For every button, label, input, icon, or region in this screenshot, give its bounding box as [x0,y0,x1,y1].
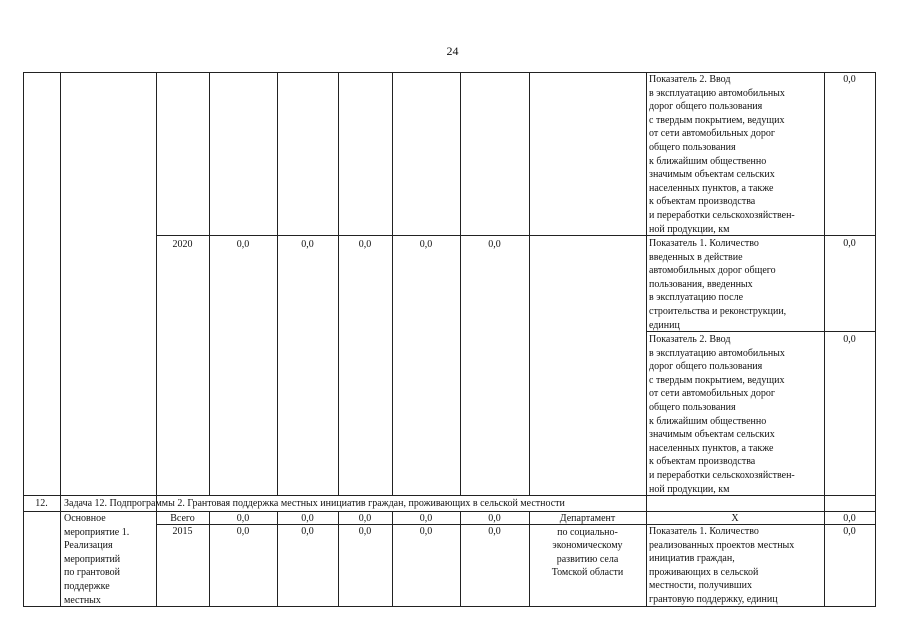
value-cell: 0,0 [236,239,250,250]
task-title: Задача 12. Подпрограммы 2. Грантовая поддержка местных инициатив граждан, проживающих в сельской местности [64,498,565,509]
value-cell: 0,0 [488,526,501,537]
value-cell: 0,0 [301,239,314,250]
value-cell: 0,0 [358,526,372,537]
indicator-value: 0,0 [843,526,856,537]
indicator-1-text: Показатель 1. Количество реализованных проектов местных инициатив граждан, проживающих в сельской местности, получивших грантовую поддержку, единиц [649,526,795,605]
indicator-2-value: 0,0 [843,74,856,85]
value-cell: 0,0 [488,513,501,524]
col-line [338,72,339,496]
col-line [23,72,24,607]
value-cell: 0,0 [301,513,314,524]
indicator-2-value: 0,0 [843,334,856,345]
indicator-2-text: Показатель 2. Ввод в эксплуатацию автомобильных дорог общего пользования с твердым покрытием, ведущих от сети автомобильных дорог общего пользования к ближайшим общественно значимым объектам сельских населенных пунктов, а также к объектам производства и переработки сельскохозяйствен- ной продукции, км [649,74,795,235]
measure-name: Основное мероприятие 1. Реализация мероприятий по грантовой поддержке местных [64,513,130,606]
indicator-1-value: 0,0 [843,238,856,249]
value-cell: 0,0 [236,513,250,524]
year-cell: 2015 [172,526,193,537]
value-cell: 0,0 [301,526,314,537]
col-line [460,72,461,496]
indicator-value: 0,0 [843,513,856,524]
task-number: 12. [35,498,48,509]
col-line [529,72,530,496]
col-line [875,72,876,607]
year-cell: 2020 [172,239,193,250]
indicator-2-text: Показатель 2. Ввод в эксплуатацию автомобильных дорог общего пользования с твердым покрытием, ведущих от сети автомобильных дорог общего пользования к ближайшим общественно значимым объектам сельских населенных пунктов, а также к объектам производства и переработки сельскохозяйствен- ной продукции, км [649,334,795,495]
value-cell: 0,0 [419,513,433,524]
value-cell: 0,0 [419,239,433,250]
value-cell: 0,0 [236,526,250,537]
executor: Департамент по социально- экономическому развитию села Томской области [551,513,624,579]
indicator-mark: Х [731,513,739,524]
indicator-1-text: Показатель 1. Количество введенных в действие автомобильных дорог общего пользования, введенных в эксплуатацию после строительства и реконструкции, единиц [649,238,787,331]
value-cell: 0,0 [358,513,372,524]
col-line [277,72,278,496]
col-line [392,72,393,496]
value-cell: 0,0 [419,526,433,537]
col-line [646,72,647,607]
period-cell: Всего [170,513,195,524]
program-table [23,72,876,607]
col-line [60,72,61,607]
value-cell: 0,0 [488,239,501,250]
col-line [209,72,210,496]
page-number: 24 [446,44,459,58]
value-cell: 0,0 [358,239,372,250]
